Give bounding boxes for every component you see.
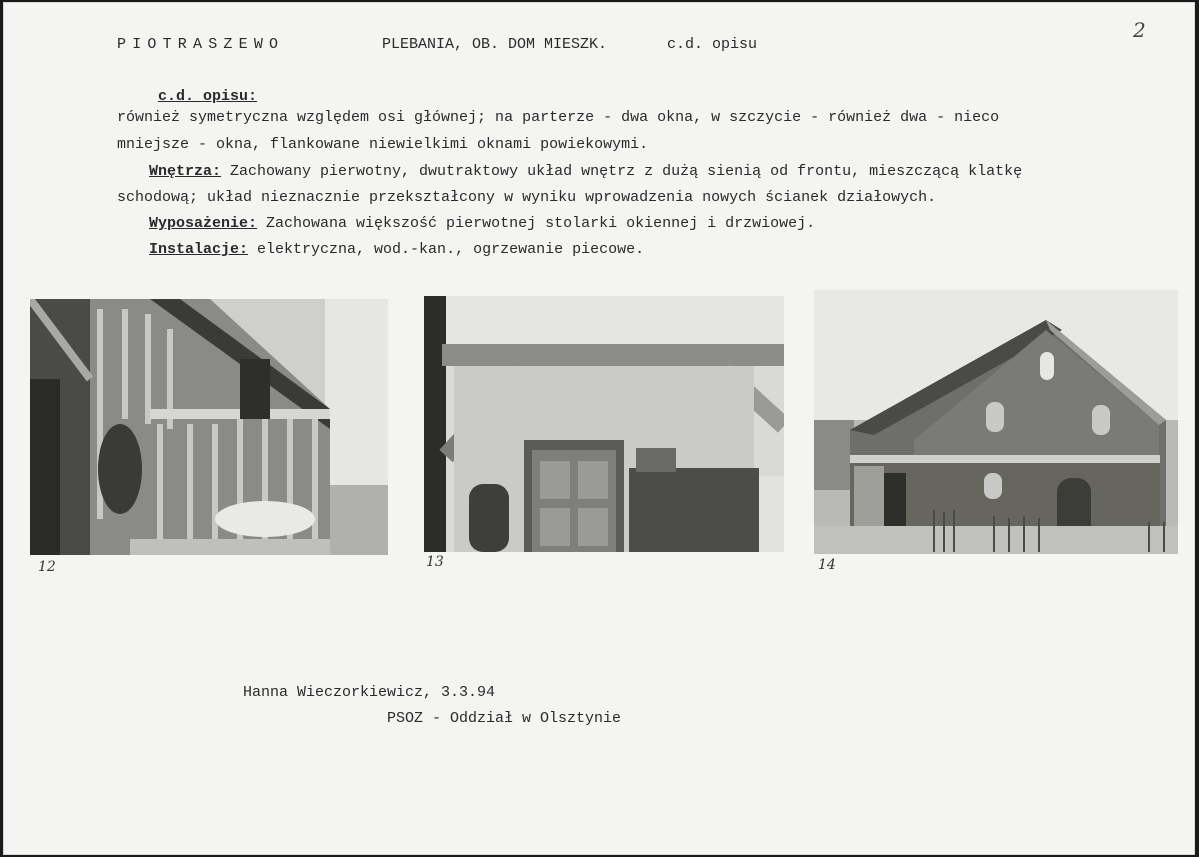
- wnetrza-text-2: schodową; układ nieznacznie przekształcony w wyniku wprowadzenia nowych ścianek działowych.: [117, 189, 937, 206]
- section-title: c.d. opisu:: [158, 88, 258, 105]
- body-line-1: również symetryczna względem osi głównej; na parterze - dwa okna, w szczycie - również dwa - nieco: [117, 109, 1000, 126]
- body-line-2: mniejsze - okna, flankowane niewielkimi oknami powiekowymi.: [117, 136, 649, 153]
- document-page: [3, 2, 1195, 855]
- instalacje-label: Instalacje:: [149, 241, 249, 258]
- instalacje-text: elektryczna, wod.-kan., ogrzewanie piecowe.: [248, 241, 645, 258]
- photo-caption-13: 13: [426, 554, 444, 570]
- instalacje-paragraph: [149, 241, 644, 258]
- wnetrza-label: Wnętrza:: [149, 163, 222, 180]
- header-continuation: c.d. opisu: [667, 36, 758, 53]
- photo-attic: [424, 296, 784, 552]
- header-place: PIOTRASZEWO: [117, 36, 285, 53]
- wyposazenie-text: Zachowana większość pierwotnej stolarki okiennej i drzwiowej.: [257, 215, 816, 232]
- staircase-image: [30, 299, 388, 555]
- wnetrza-text-1: Zachowany pierwotny, dwutraktowy układ wnętrz z dużą sienią od frontu, mieszczącą klatkę: [221, 163, 1023, 180]
- photo-caption-14: 14: [818, 557, 836, 573]
- institution: PSOZ - Oddział w Olsztynie: [387, 710, 622, 727]
- wyposazenie-paragraph: [149, 215, 815, 232]
- photo-caption-12: 12: [38, 559, 56, 575]
- header-title: PLEBANIA, OB. DOM MIESZK.: [382, 36, 608, 53]
- photo-building: [814, 290, 1178, 554]
- photo-staircase: [30, 299, 388, 555]
- attic-image: [424, 296, 784, 552]
- page-number: 2: [1133, 18, 1146, 42]
- wnetrza-paragraph: [149, 163, 1022, 180]
- author-date: Hanna Wieczorkiewicz, 3.3.94: [243, 684, 496, 701]
- building-image: [814, 290, 1178, 554]
- wyposazenie-label: Wyposażenie:: [149, 215, 258, 232]
